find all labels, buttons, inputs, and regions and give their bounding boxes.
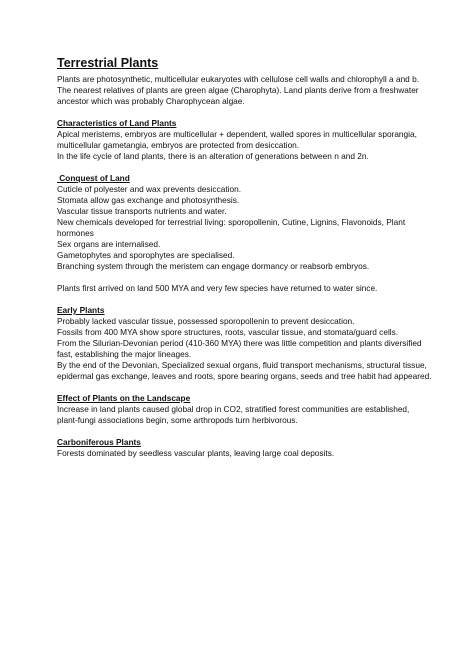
intro-line: ancestor which was probably Charophycean algae. xyxy=(57,96,245,106)
section-effect xyxy=(57,393,434,426)
section-early-plants xyxy=(57,305,434,382)
section-line: Apical meristems, embryos are multicellular + dependent, walled spores in multicellular sporangia, xyxy=(57,129,417,139)
spacer xyxy=(57,107,434,118)
intro-line: Plants are photosynthetic, multicellular eukaryotes with cellulose cell walls and chlorophyll a and b. xyxy=(57,74,420,84)
section-line: Vascular tissue transports nutrients and water. xyxy=(57,206,227,216)
section-line: multicellular gametangia, embryos are protected from desiccation. xyxy=(57,140,300,150)
intro-paragraph xyxy=(57,74,434,107)
section-heading: Effect of Plants on the Landscape xyxy=(57,393,191,403)
document-title: Terrestrial Plants xyxy=(57,56,159,70)
section-characteristics xyxy=(57,118,434,162)
section-line: hormones xyxy=(57,228,94,238)
section-heading: Carboniferous Plants xyxy=(57,437,141,447)
section-line: Cuticle of polyester and wax prevents desiccation. xyxy=(57,184,242,194)
section-heading: Early Plants xyxy=(57,305,105,315)
section-line: Forests dominated by seedless vascular plants, leaving large coal deposits. xyxy=(57,448,335,458)
spacer xyxy=(57,272,434,283)
section-note: Plants first arrived on land 500 MYA and very few species have returned to water since. xyxy=(57,283,378,293)
section-heading: Characteristics of Land Plants xyxy=(57,118,177,128)
section-line: Probably lacked vascular tissue, possessed sporopollenin to prevent desiccation. xyxy=(57,316,355,326)
section-heading: Conquest of Land xyxy=(57,173,130,183)
section-line: fast, establishing the major lineages. xyxy=(57,349,192,359)
section-conquest xyxy=(57,173,434,294)
spacer xyxy=(57,294,434,305)
spacer xyxy=(57,382,434,393)
section-line: New chemicals developed for terrestrial living: sporopollenin, Cutine, Lignins, Flavonoids, Plant xyxy=(57,217,406,227)
section-line: By the end of the Devonian, Specialized sexual organs, fluid transport mechanisms, structural tissue, xyxy=(57,360,427,370)
spacer xyxy=(57,162,434,173)
section-line: From the Silurian-Devonian period (410-360 MYA) there was little competition and plants diversified xyxy=(57,338,422,348)
section-line: Sex organs are internalised. xyxy=(57,239,161,249)
section-line: Gametophytes and sporophytes are specialised. xyxy=(57,250,235,260)
section-line: Branching system through the meristem can engage dormancy or reabsorb embryos. xyxy=(57,261,370,271)
section-carboniferous xyxy=(57,437,434,459)
intro-line: The nearest relatives of plants are green algae (Charophyta). Land plants derive from a freshwater xyxy=(57,85,419,95)
section-line: In the life cycle of land plants, there is an alteration of generations between n and 2n. xyxy=(57,151,369,161)
section-line: epidermal gas exchange, leaves and roots, spore bearing organs, seeds and tree habit had appeared. xyxy=(57,371,432,381)
section-line: Stomata allow gas exchange and photosynthesis. xyxy=(57,195,240,205)
section-line: Fossils from 400 MYA show spore structures, roots, vascular tissue, and stomata/guard cells. xyxy=(57,327,399,337)
spacer xyxy=(57,426,434,437)
section-line: plant-fungi associations begin, some arthropods turn herbivorous. xyxy=(57,415,298,425)
section-line: Increase in land plants caused global drop in CO2, stratified forest communities are established, xyxy=(57,404,410,414)
